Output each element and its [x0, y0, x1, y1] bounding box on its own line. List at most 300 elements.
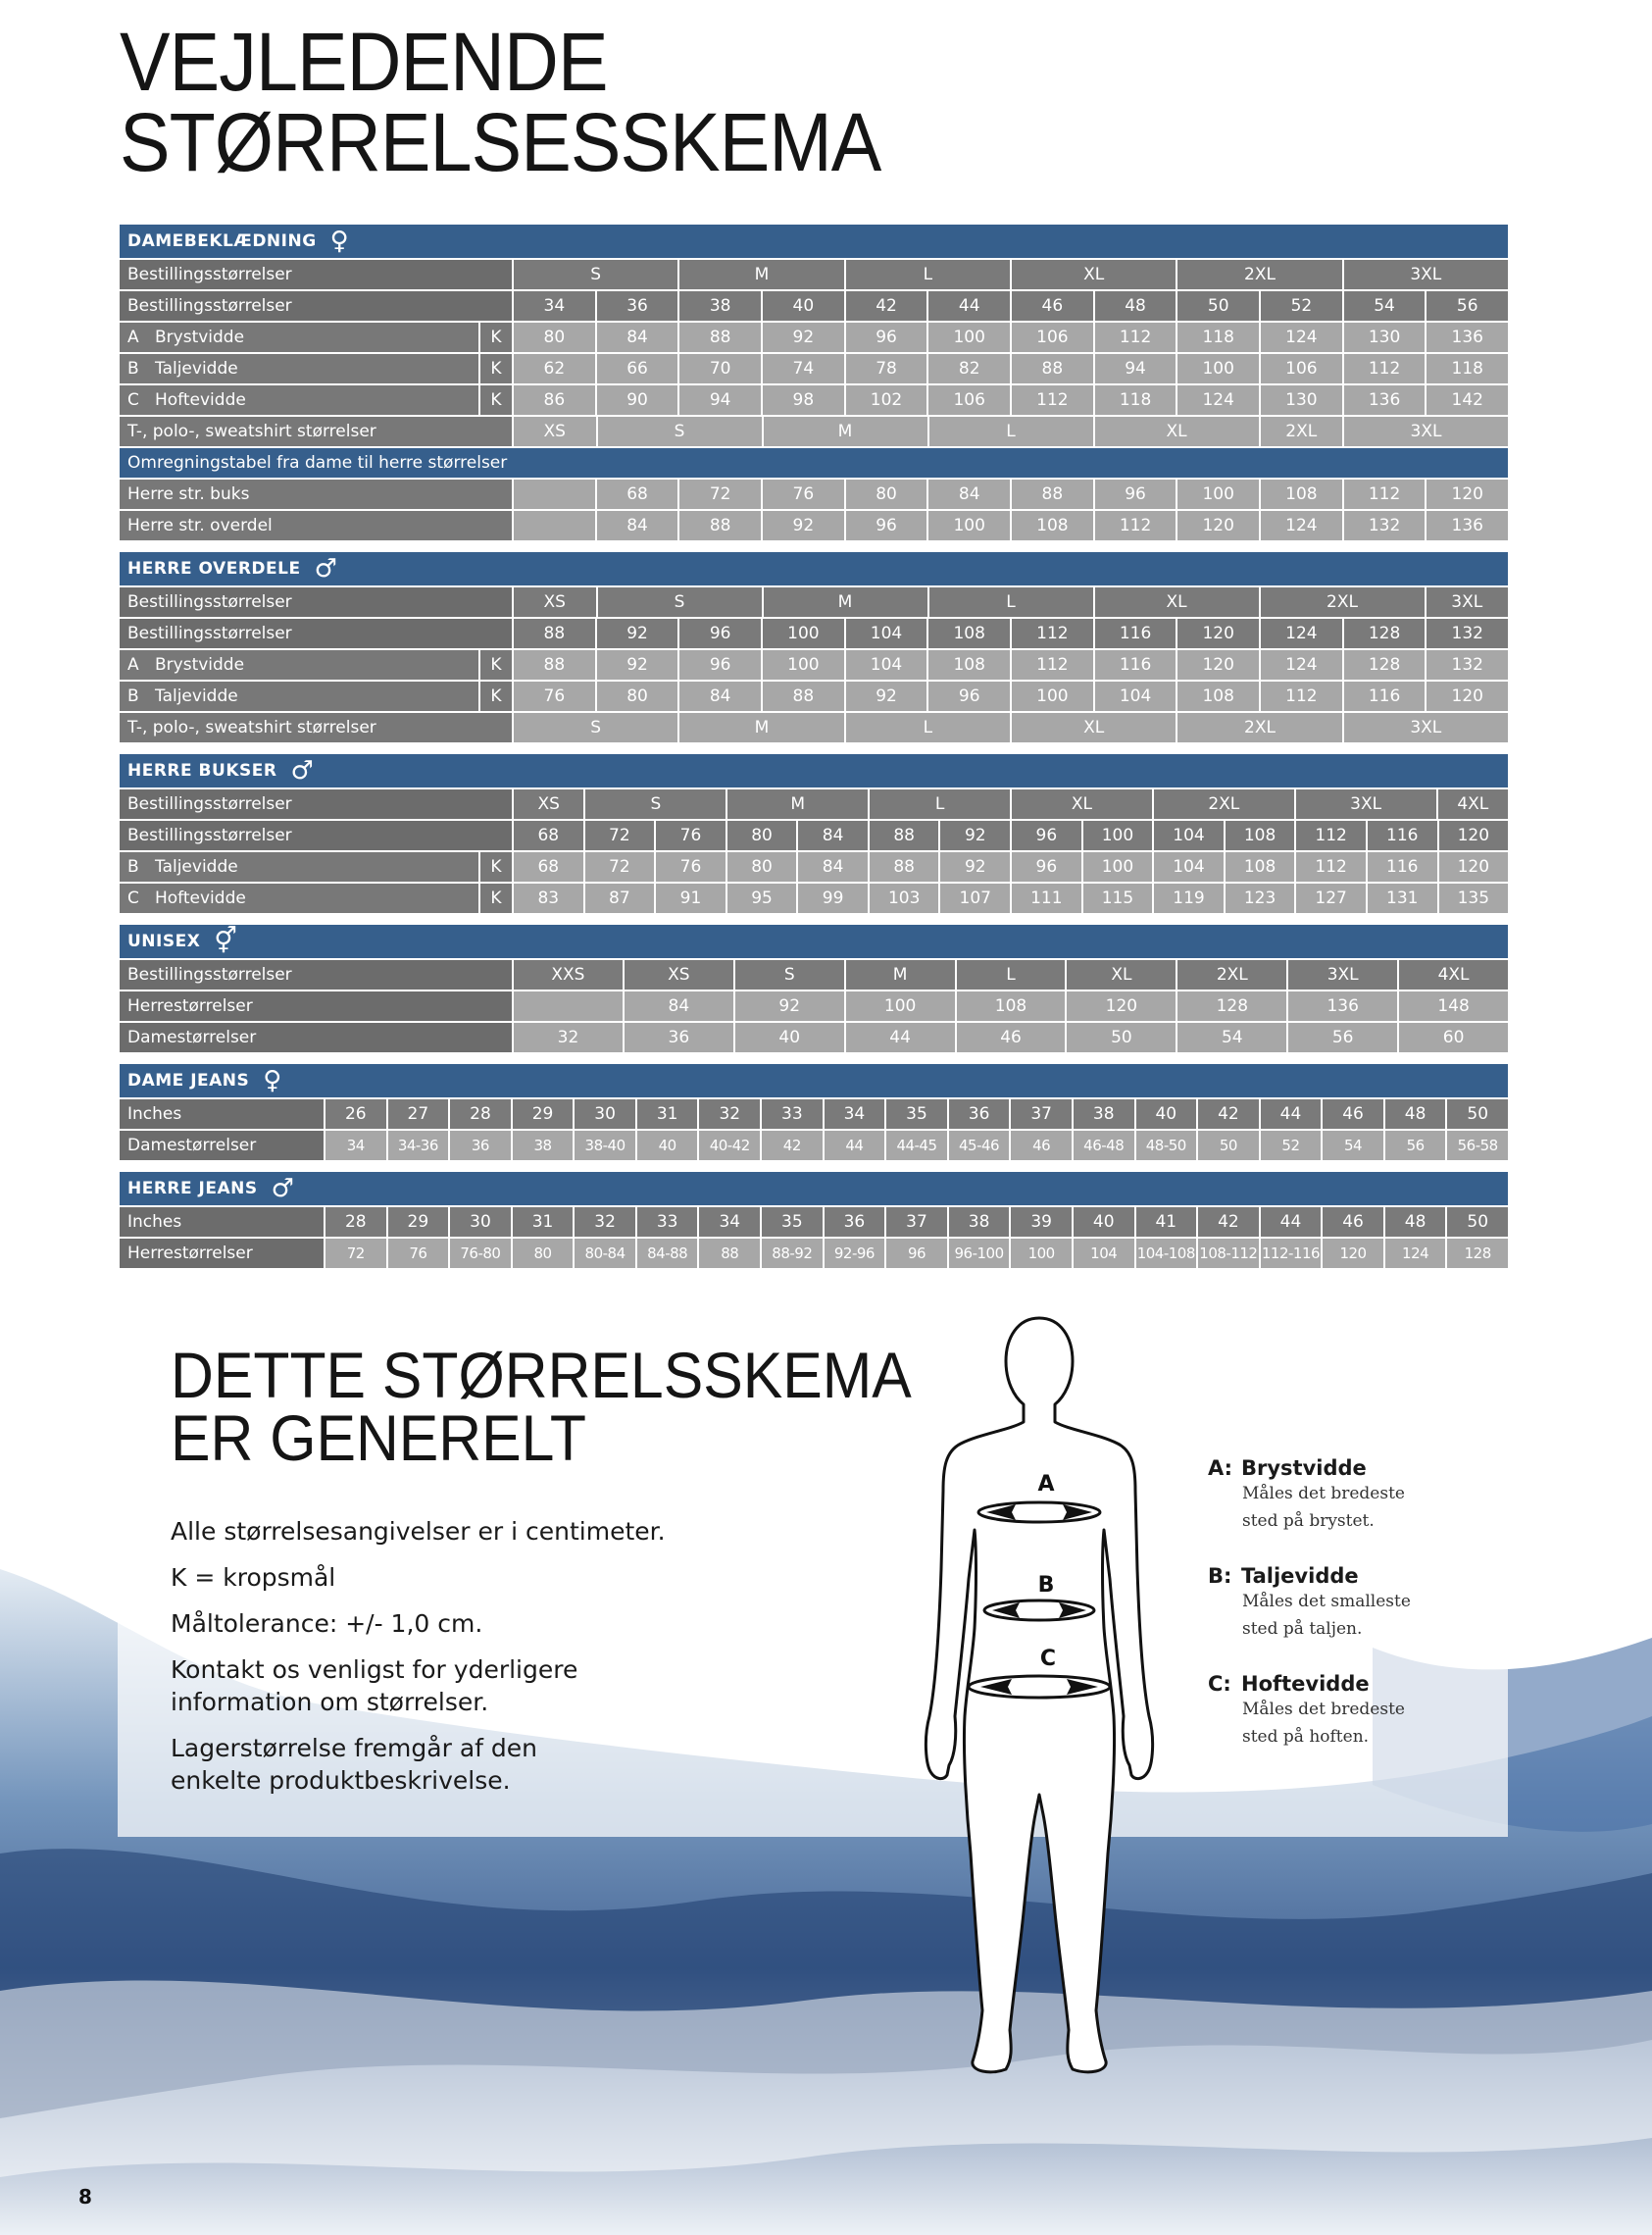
table-cell: 50 [1067, 1023, 1176, 1052]
dame-jeans-inches-cells [325, 1099, 1508, 1129]
table-cell: XL [1012, 789, 1152, 819]
table-cell: 80 [727, 852, 797, 882]
table-cell: 132 [1427, 650, 1508, 680]
table-cell: 88 [679, 511, 761, 540]
table-cell: 46 [957, 1023, 1066, 1052]
herre-overdel-num-cells [514, 619, 1508, 648]
row-letter: B [127, 857, 139, 877]
table-cell: 112 [1012, 619, 1093, 648]
table-cell: XL [1095, 417, 1259, 446]
legend-description [1242, 1696, 1502, 1751]
table-cell: 36 [450, 1131, 511, 1160]
table-cell: 100 [928, 511, 1010, 540]
table-cell: 116 [1095, 650, 1176, 680]
table-cell: 96 [846, 323, 927, 352]
table-cell: 35 [886, 1099, 947, 1129]
table-cell: 112-116 [1261, 1239, 1322, 1268]
table-cell: 30 [575, 1099, 635, 1129]
table-cell: 88 [1012, 354, 1093, 383]
measurement-row [120, 385, 1508, 415]
row-letter: B [127, 686, 139, 706]
body-measure-marker: K [478, 682, 512, 711]
table-cell: 112 [1012, 650, 1093, 680]
herre-overdel-num-row [120, 619, 1508, 648]
table-cell: 56 [1385, 1131, 1446, 1160]
page-title-line1: VEJLEDENDE [120, 16, 608, 108]
table-cell: 120 [1427, 682, 1508, 711]
figure-label-a: A [1037, 1472, 1055, 1497]
unisex-header [120, 925, 1508, 958]
table-cell: 54 [1344, 291, 1426, 321]
table-cell: L [870, 789, 1010, 819]
table-cell: 130 [1344, 323, 1426, 352]
table-cell: 38 [679, 291, 761, 321]
herre-overdel-tshirt-cells [514, 713, 1508, 742]
unisex-section [120, 925, 1508, 1052]
table-cell: 120 [1323, 1239, 1383, 1268]
table-cell: 123 [1226, 884, 1295, 913]
row-label: Bestillingsstørrelser [120, 960, 512, 990]
table-cell: 2XL [1177, 960, 1286, 990]
legend-line: sted på taljen. [1242, 1619, 1363, 1639]
table-cell: 3XL [1344, 260, 1508, 289]
row-letter: A [127, 328, 139, 347]
table-cell: 28 [450, 1099, 511, 1129]
table-cell: 132 [1344, 511, 1426, 540]
table-cell: 96-100 [949, 1239, 1010, 1268]
table-cell: 136 [1427, 323, 1508, 352]
table-cell: 72 [325, 1239, 386, 1268]
legend-line: sted på brystet. [1242, 1511, 1375, 1531]
row-name: Hoftevidde [155, 889, 246, 908]
table-cell: 36 [825, 1207, 885, 1237]
dame-buks-cells [514, 480, 1508, 509]
table-cell: 120 [1177, 650, 1259, 680]
table-cell: 124 [1261, 511, 1342, 540]
table-cell: 40-42 [699, 1131, 760, 1160]
table-cell: 120 [1177, 511, 1259, 540]
table-cell: XS [625, 960, 733, 990]
herre-bukser-header-text: HERRE BUKSER [127, 761, 277, 781]
unisex-size-row [120, 960, 1508, 990]
table-cell: 120 [1177, 619, 1259, 648]
table-cell: 88-92 [762, 1239, 823, 1268]
table-cell: 52 [1261, 291, 1342, 321]
table-cell: 112 [1296, 852, 1366, 882]
table-cell: 88 [1012, 480, 1093, 509]
table-cell: 45-46 [949, 1131, 1010, 1160]
dame-measurement-rows [120, 323, 1508, 415]
row-name: Taljevidde [155, 686, 238, 706]
table-cell: 40 [1074, 1207, 1134, 1237]
table-cell: 33 [762, 1099, 823, 1129]
table-cell: 96 [679, 650, 761, 680]
table-cell: 96 [1012, 821, 1081, 850]
measurement-cells [514, 385, 1508, 415]
table-cell: 128 [1344, 619, 1426, 648]
row-label [120, 385, 512, 415]
table-cell: 100 [1083, 821, 1153, 850]
legend-description [1242, 1588, 1502, 1643]
table-cell [514, 480, 595, 509]
table-cell: 100 [928, 323, 1010, 352]
female-icon: ♀ [329, 227, 350, 256]
legend-description [1242, 1480, 1502, 1535]
table-cell: 127 [1296, 884, 1366, 913]
table-cell: 96 [679, 619, 761, 648]
measurement-row [120, 323, 1508, 352]
table-cell: 124 [1177, 385, 1259, 415]
info-paragraph: K = kropsmål [171, 1563, 336, 1592]
table-cell: 80 [597, 682, 678, 711]
conversion-header: Omregningstabel fra dame til herre størrelser [120, 448, 1508, 478]
table-cell: 84 [928, 480, 1010, 509]
table-cell: 34 [325, 1131, 386, 1160]
table-cell: 119 [1154, 884, 1224, 913]
table-cell: 72 [585, 852, 655, 882]
table-cell: 84 [625, 991, 733, 1021]
table-cell: 78 [846, 354, 927, 383]
table-cell: 80 [514, 323, 595, 352]
table-cell: 135 [1439, 884, 1509, 913]
table-cell: 2XL [1261, 587, 1425, 617]
dame-jeans-header [120, 1064, 1508, 1097]
dame-num-row [120, 291, 1508, 321]
table-cell: 128 [1177, 991, 1286, 1021]
legend-item [1208, 1672, 1502, 1751]
table-cell: 3XL [1344, 417, 1508, 446]
table-cell: 96 [1012, 852, 1081, 882]
row-label: Bestillingsstørrelser [120, 291, 512, 321]
table-cell: 3XL [1344, 713, 1508, 742]
table-cell: 42 [846, 291, 927, 321]
table-cell: 107 [940, 884, 1010, 913]
table-cell: 111 [1012, 884, 1081, 913]
table-cell: 92 [763, 511, 844, 540]
table-cell: 38 [949, 1207, 1010, 1237]
body-measure-marker: K [478, 884, 512, 913]
row-label [120, 354, 512, 383]
herre-overdel-header-text: HERRE OVERDELE [127, 559, 301, 579]
unisex-herre-cells [514, 991, 1508, 1021]
table-cell: 106 [928, 385, 1010, 415]
table-cell: 32 [575, 1207, 635, 1237]
table-cell: 108 [1012, 511, 1093, 540]
table-cell: 104 [1074, 1239, 1134, 1268]
dame-num-cells [514, 291, 1508, 321]
table-cell: 66 [597, 354, 678, 383]
table-cell: M [679, 260, 843, 289]
row-label: Damestørrelser [120, 1023, 512, 1052]
table-cell: 88 [679, 323, 761, 352]
table-cell: 48 [1095, 291, 1176, 321]
table-cell: 90 [597, 385, 678, 415]
table-cell: 92 [846, 682, 927, 711]
legend-line: Måles det bredeste [1242, 1484, 1405, 1503]
row-letter: B [127, 359, 139, 379]
size-tables [120, 225, 1508, 1280]
table-cell: M [846, 960, 955, 990]
table-cell: 92 [940, 852, 1010, 882]
row-label: Bestillingsstørrelser [120, 789, 512, 819]
table-cell: 128 [1447, 1239, 1508, 1268]
dame-jeans-inches-row [120, 1099, 1508, 1129]
table-cell: 95 [727, 884, 797, 913]
table-cell: 92 [763, 323, 844, 352]
unisex-dame-cells [514, 1023, 1508, 1052]
row-letter: A [127, 655, 139, 675]
table-cell: 36 [949, 1099, 1010, 1129]
row-label: Herrestørrelser [120, 1239, 324, 1268]
table-cell: 96 [886, 1239, 947, 1268]
table-cell: 112 [1095, 511, 1176, 540]
table-cell: 46 [1323, 1207, 1383, 1237]
measurement-row [120, 884, 1508, 913]
table-cell: 44-45 [886, 1131, 947, 1160]
measurement-cells [514, 354, 1508, 383]
page-number: 8 [78, 2185, 92, 2209]
table-cell: 116 [1344, 682, 1426, 711]
table-cell: 42 [762, 1131, 823, 1160]
female-icon: ♀ [263, 1066, 282, 1095]
table-cell: M [727, 789, 868, 819]
herre-jeans-header-text: HERRE JEANS [127, 1179, 258, 1198]
table-cell: 72 [679, 480, 761, 509]
table-cell: 136 [1427, 511, 1508, 540]
table-cell: 80 [727, 821, 797, 850]
row-label: Damestørrelser [120, 1131, 324, 1160]
table-cell: 38-40 [575, 1131, 635, 1160]
figure-label-c: C [1039, 1647, 1057, 1671]
table-cell: 34 [699, 1207, 760, 1237]
row-label [120, 682, 512, 711]
figure-label-b: B [1037, 1573, 1055, 1598]
table-cell: 80 [846, 480, 927, 509]
page-title [120, 16, 881, 188]
table-cell: 46 [1323, 1099, 1383, 1129]
row-label [120, 323, 512, 352]
table-cell: 84 [597, 511, 678, 540]
legend-title-text: Brystvidde [1241, 1456, 1367, 1480]
table-cell: XS [514, 587, 596, 617]
row-label: Bestillingsstørrelser [120, 260, 512, 289]
table-cell: L [929, 587, 1093, 617]
legend-line: Måles det smalleste [1242, 1592, 1411, 1611]
table-cell: 120 [1439, 852, 1509, 882]
herre-bukser-section [120, 754, 1508, 913]
table-cell: 76-80 [450, 1239, 511, 1268]
herre-overdel-size-row [120, 587, 1508, 617]
body-measure-marker: K [478, 385, 512, 415]
table-cell: 112 [1095, 323, 1176, 352]
table-cell: 31 [637, 1099, 698, 1129]
table-cell: 3XL [1427, 587, 1509, 617]
table-cell: 3XL [1296, 789, 1436, 819]
table-cell: 88 [763, 682, 844, 711]
table-cell: XL [1095, 587, 1259, 617]
table-cell: 44 [825, 1131, 885, 1160]
table-cell: 99 [798, 884, 868, 913]
table-cell: 132 [1427, 619, 1508, 648]
table-cell: 108 [1177, 682, 1259, 711]
table-cell: 88 [699, 1239, 760, 1268]
legend-letter: C: [1208, 1672, 1231, 1696]
table-cell: 96 [846, 511, 927, 540]
table-cell: 100 [1083, 852, 1153, 882]
table-cell: 56 [1288, 1023, 1397, 1052]
dame-buks-row [120, 480, 1508, 509]
table-cell: 130 [1261, 385, 1342, 415]
table-cell: 104 [846, 619, 927, 648]
table-cell: XS [514, 417, 596, 446]
row-name: Brystvidde [155, 328, 245, 347]
table-cell: 50 [1447, 1207, 1508, 1237]
table-cell: S [598, 587, 762, 617]
info-paragraph: Måltolerance: +/- 1,0 cm. [171, 1609, 483, 1638]
table-cell: 33 [637, 1207, 698, 1237]
legend-letter: B: [1208, 1564, 1232, 1588]
dame-section [120, 225, 1508, 540]
legend-letter: A: [1208, 1456, 1233, 1480]
measurement-cells [514, 852, 1508, 882]
row-label: Inches [120, 1099, 324, 1129]
row-label [120, 852, 512, 882]
unisex-dame-row [120, 1023, 1508, 1052]
table-cell: 56-58 [1447, 1131, 1508, 1160]
legend-title-text: Hoftevidde [1241, 1672, 1370, 1696]
table-cell: 4XL [1438, 789, 1508, 819]
table-cell: 100 [763, 619, 844, 648]
herre-bukser-header [120, 754, 1508, 787]
measurement-row [120, 650, 1508, 680]
measurement-row [120, 682, 1508, 711]
table-cell: 76 [514, 682, 595, 711]
table-cell: 84 [679, 682, 761, 711]
table-cell: 120 [1427, 480, 1508, 509]
table-cell: 34 [825, 1099, 885, 1129]
table-cell: 54 [1177, 1023, 1286, 1052]
table-cell: 103 [870, 884, 939, 913]
legend-item [1208, 1456, 1502, 1535]
herre-jeans-section [120, 1172, 1508, 1268]
table-cell: 82 [928, 354, 1010, 383]
dame-jeans-size-cells [325, 1131, 1508, 1160]
table-cell: 46 [1012, 291, 1093, 321]
info-title-line1: DETTE STØRRELSSKEMA [171, 1339, 912, 1411]
table-cell: 96 [1095, 480, 1176, 509]
legend-item [1208, 1564, 1502, 1643]
table-cell: 76 [388, 1239, 449, 1268]
dame-jeans-header-text: DAME JEANS [127, 1071, 250, 1091]
table-cell: 112 [1012, 385, 1093, 415]
legend-line: sted på hoften. [1242, 1727, 1370, 1747]
table-cell: 148 [1399, 991, 1508, 1021]
row-label: Bestillingsstørrelser [120, 619, 512, 648]
table-cell: XXS [514, 960, 623, 990]
table-cell: 41 [1136, 1207, 1197, 1237]
table-cell: 128 [1344, 650, 1426, 680]
dame-jeans-section [120, 1064, 1508, 1160]
row-name: Taljevidde [155, 359, 238, 379]
row-label: Inches [120, 1207, 324, 1237]
row-name: Taljevidde [155, 857, 238, 877]
table-cell: 118 [1095, 385, 1176, 415]
info-title [171, 1339, 912, 1474]
table-cell: 116 [1368, 852, 1437, 882]
dame-overdel-row [120, 511, 1508, 540]
table-cell: 68 [597, 480, 678, 509]
dame-size-row [120, 260, 1508, 289]
table-cell: 108 [1226, 852, 1295, 882]
measurement-legend [1208, 1456, 1502, 1780]
herre-jeans-inches-cells [325, 1207, 1508, 1237]
table-cell: 94 [1095, 354, 1176, 383]
table-cell: 84 [798, 852, 868, 882]
row-label: Herrestørrelser [120, 991, 512, 1021]
legend-line: Måles det bredeste [1242, 1700, 1405, 1719]
table-cell: 92 [597, 650, 678, 680]
info-text [171, 1515, 876, 1810]
herre-jeans-sizes-row [120, 1239, 1508, 1268]
table-cell: 118 [1177, 323, 1259, 352]
table-cell: 94 [679, 385, 761, 415]
dame-section-header [120, 225, 1508, 258]
table-cell: 76 [656, 852, 726, 882]
table-cell: 112 [1261, 682, 1342, 711]
table-cell: 108 [928, 619, 1010, 648]
table-cell: 106 [1261, 354, 1342, 383]
table-cell: 40 [1136, 1099, 1197, 1129]
measurement-cells [514, 323, 1508, 352]
table-cell: 42 [1198, 1099, 1259, 1129]
table-cell: 136 [1344, 385, 1426, 415]
table-cell: 39 [1011, 1207, 1072, 1237]
row-label: Herre str. buks [120, 480, 512, 509]
measurement-cells [514, 682, 1508, 711]
herre-overdel-measurement-rows [120, 650, 1508, 711]
table-cell: 100 [846, 991, 955, 1021]
table-cell: 98 [763, 385, 844, 415]
table-cell: 76 [763, 480, 844, 509]
measurement-cells [514, 884, 1508, 913]
row-label: Herre str. overdel [120, 511, 512, 540]
dame-header-text: DAMEBEKLÆDNING [127, 231, 317, 251]
table-cell: 86 [514, 385, 595, 415]
measurement-row [120, 852, 1508, 882]
table-cell: 48 [1385, 1207, 1446, 1237]
table-cell: 27 [388, 1099, 449, 1129]
table-cell: XL [1012, 713, 1176, 742]
table-cell: M [679, 713, 843, 742]
table-cell: 116 [1095, 619, 1176, 648]
table-cell: 30 [450, 1207, 511, 1237]
table-cell: 34-36 [388, 1131, 449, 1160]
body-measure-marker: K [478, 323, 512, 352]
table-cell: 26 [325, 1099, 386, 1129]
table-cell: 124 [1261, 650, 1342, 680]
table-cell: 92 [597, 619, 678, 648]
table-cell: 68 [514, 821, 583, 850]
table-cell: S [514, 260, 677, 289]
table-cell: 96 [928, 682, 1010, 711]
dame-overdel-cells [514, 511, 1508, 540]
table-cell: L [846, 260, 1010, 289]
dame-tshirt-row [120, 417, 1508, 446]
table-cell: 29 [513, 1099, 574, 1129]
table-cell: 44 [928, 291, 1010, 321]
table-cell: 50 [1198, 1131, 1259, 1160]
row-letter: C [127, 390, 139, 410]
